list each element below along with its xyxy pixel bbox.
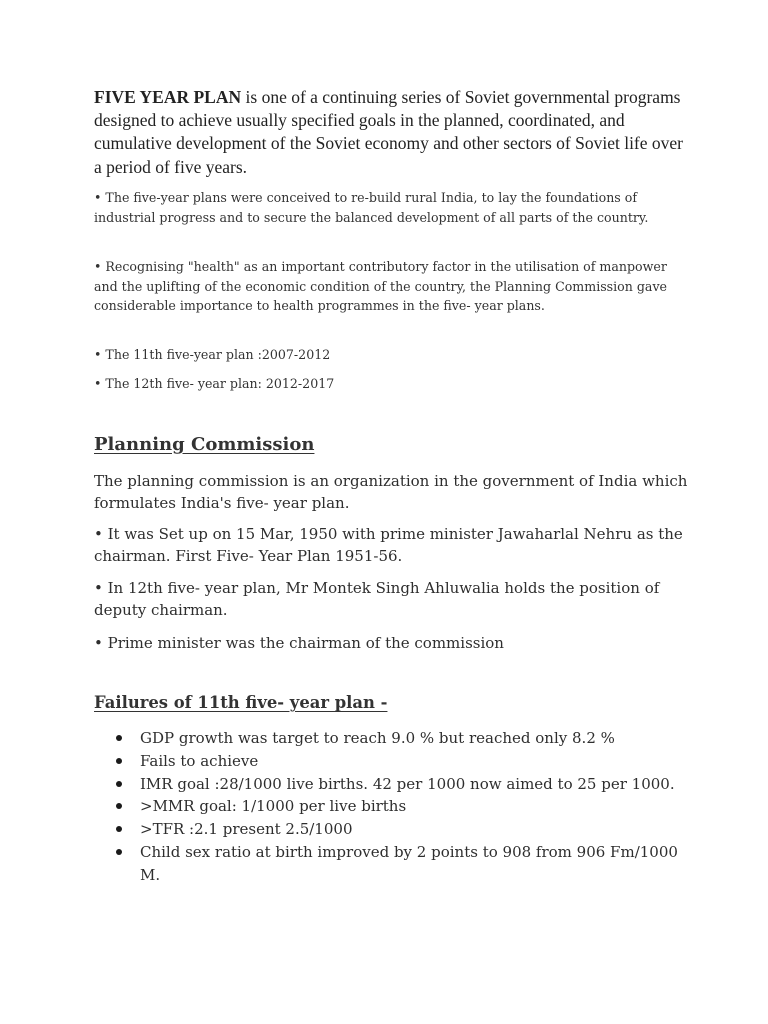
list-item (112, 750, 692, 773)
point-rural-india: • The five-year plans were conceived to re-build rural India, to lay the foundations of industrial progress and to secure the balanced development of all parts of the country. (94, 190, 649, 225)
list-item (112, 841, 692, 887)
point-12th-plan: • The 12th five- year plan: 2012-2017 (94, 376, 335, 391)
bullet-icon (116, 758, 122, 764)
failures-heading: Failures of 11th five- year plan - (94, 693, 388, 712)
failures-list (112, 727, 692, 887)
point-11th-plan: • The 11th five-year plan :2007-2012 (94, 347, 331, 362)
point-health: • Recognising "health" as an important contributory factor in the utilisation of manpower and the uplifting of the economic condition of the country, the Planning Commission gave considerable importance to health programmes in the five- year plans. (94, 259, 668, 314)
list-item-text: >TFR :2.1 present 2.5/1000 (140, 820, 353, 839)
list-item (112, 795, 692, 818)
list-item-text: Fails to achieve (140, 751, 259, 770)
bullet-icon (116, 803, 122, 809)
intro-lead-term: FIVE YEAR PLAN (94, 87, 242, 107)
list-item (112, 727, 692, 750)
intro-text: is one of a continuing series of Soviet governmental programs designed to achieve usually specified goals in the planned, coordinated, and cumulative development of the Soviet economy and other sectors of Soviet life over a period of five years. (94, 87, 684, 177)
list-item-text: IMR goal :28/1000 live births. 42 per 1000 now aimed to 25 per 1000. (140, 774, 675, 793)
planning-deputy-chairman: • In 12th five- year plan, Mr Montek Singh Ahluwalia holds the position of deputy chairman. (94, 579, 660, 619)
bullet-icon (116, 781, 122, 787)
planning-setup: • It was Set up on 15 Mar, 1950 with prime minister Jawaharlal Nehru as the chairman. First Five- Year Plan 1951-56. (94, 525, 683, 565)
bullet-icon (116, 735, 122, 741)
list-item-text: >MMR goal: 1/1000 per live births (140, 797, 407, 816)
list-item (112, 818, 692, 841)
planning-definition: The planning commission is an organization in the government of India which formulates India's five- year plan. (94, 472, 688, 512)
list-item (112, 773, 692, 796)
list-item-text: Child sex ratio at birth improved by 2 points to 908 from 906 Fm/1000 M. (140, 842, 678, 884)
list-item-text: GDP growth was target to reach 9.0 % but reached only 8.2 % (140, 729, 615, 747)
bullet-icon (116, 826, 122, 832)
intro-paragraph (94, 86, 694, 179)
planning-commission-heading: Planning Commission (94, 434, 315, 455)
planning-chairman: • Prime minister was the chairman of the commission (94, 634, 504, 652)
bullet-icon (116, 849, 122, 855)
